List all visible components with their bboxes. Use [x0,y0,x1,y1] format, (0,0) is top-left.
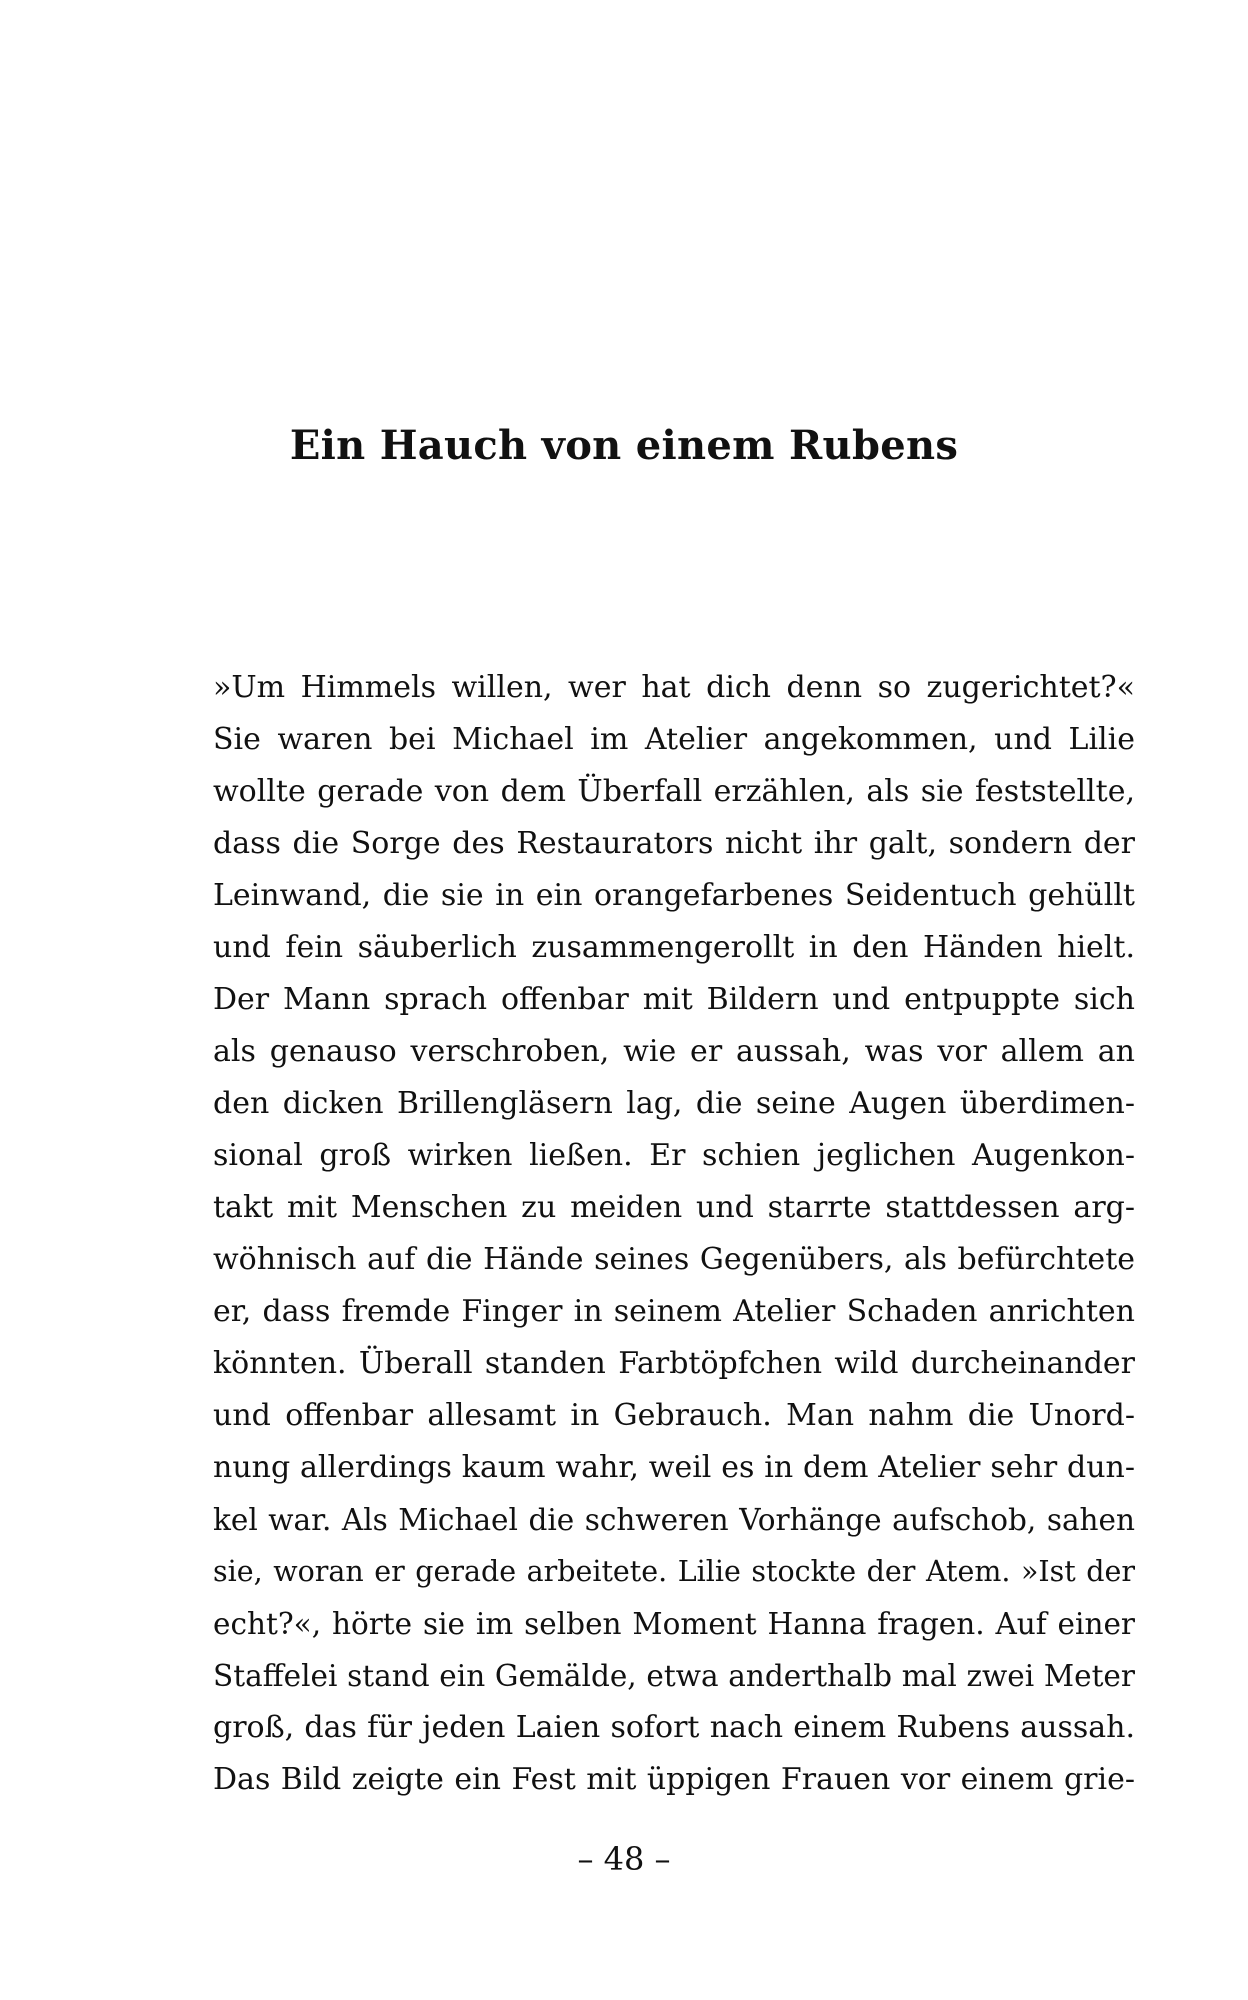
text-line: und fein säuberlich zusammengerollt in den Händen hielt. [213,930,1135,965]
text-line: wöhnisch auf die Hände seines Gegenübers, als befürchtete [213,1242,1135,1277]
text-line: den dicken Brillengläsern lag, die seine Augen überdimen- [213,1086,1135,1121]
text-line: als genauso verschroben, wie er aussah, was vor allem an [213,1034,1135,1069]
text-line: wollte gerade von dem Überfall erzählen, als sie feststellte, [213,774,1135,809]
text-line: groß, das für jeden Laien sofort nach einem Rubens aussah. [213,1710,1135,1745]
text-line: kel war. Als Michael die schweren Vorhänge aufschob, sahen [213,1503,1135,1537]
chapter-title: Ein Hauch von einem Rubens [289,422,959,469]
text-line: »Um Himmels willen, wer hat dich denn so zugerichtet?« [213,670,1135,705]
body-text [213,662,1135,1806]
text-line: Das Bild zeigte ein Fest mit üppigen Frauen vor einem grie- [213,1762,1135,1797]
text-line: und offenbar allesamt in Gebrauch. Man nahm die Unord- [213,1398,1135,1433]
text-line: Sie waren bei Michael im Atelier angekommen, und Lilie [213,722,1135,757]
text-line: könnten. Überall standen Farbtöpfchen wild durcheinander [213,1346,1135,1381]
text-line: sie, woran er gerade arbeitete. Lilie stockte der Atem. »Ist der [213,1555,1135,1588]
text-line: sional groß wirken ließen. Er schien jeglichen Augenkon- [213,1138,1135,1173]
text-line: dass die Sorge des Restaurators nicht ihr galt, sondern der [213,826,1135,861]
text-line: Staffelei stand ein Gemälde, etwa anderthalb mal zwei Meter [213,1659,1135,1693]
text-line: Der Mann sprach offenbar mit Bildern und entpuppte sich [213,982,1135,1017]
text-line: takt mit Menschen zu meiden und starrte stattdessen arg- [213,1190,1135,1225]
page-number: – 48 – [577,1840,671,1878]
text-line: nung allerdings kaum wahr, weil es in dem Atelier sehr dun- [213,1450,1135,1485]
text-line: Leinwand, die sie in ein orangefarbenes Seidentuch gehüllt [213,878,1135,913]
text-line: echt?«, hörte sie im selben Moment Hanna fragen. Auf einer [213,1607,1135,1641]
text-line: er, dass fremde Finger in seinem Atelier Schaden anrichten [213,1294,1135,1329]
